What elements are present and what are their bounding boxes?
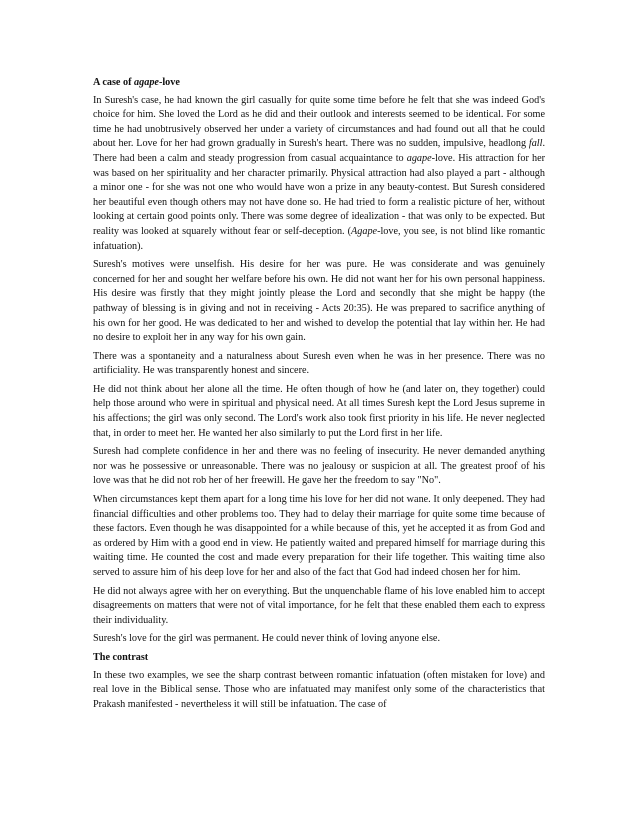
heading-text: A case of bbox=[93, 77, 135, 88]
paragraph-9: In these two examples, we see the sharp contrast between romantic infatuation (often mistaken for love) and real love in the Biblical sense. Those who are infatuated may manifest only some of the characteristics that Prakash manifested - nevertheless it will still be infatuation. The case of bbox=[93, 669, 545, 710]
paragraph-7: He did not always agree with her on everything. But the unquenchable flame of his love enabled him to accept disagreements on matters that were not of vital importance, for he felt that these enabled them each to express their individuality. bbox=[93, 585, 545, 626]
paragraph-text: -love. His attraction for her was based on her spirituality and her character primarily. Physical attraction had also played a part - although a minor one - for she was not one who would have won a prize in any beauty-contest. But Suresh considered her beautiful even though others may not have done so. He had tried to form a realistic picture of her, without looking at certain good points only. There was some degree of idealization - that was only to be expected. But reality was looked at squarely without fear or self-deception. ( bbox=[93, 152, 545, 237]
heading-text-suffix: -love bbox=[158, 77, 180, 88]
paragraph-4: He did not think about her alone all the time. He often though of how he (and later on, they together) could help those around who were in spiritual and physical need. At all times Suresh kept the Lord Jesus supreme in his affections; the girl was only second. The Lord's work also took first priority in his life. He never neglected that, in order to meet her. He wanted her also similarly to put the Lord first in her life. bbox=[93, 383, 545, 439]
section-heading-contrast: The contrast bbox=[93, 651, 149, 663]
emphasis-text: Agape bbox=[351, 225, 378, 237]
paragraph-text: . There had been a calm and steady progression from casual acquaintance to bbox=[93, 138, 545, 164]
paragraph-3: There was a spontaneity and a naturalness about Suresh even when he was in her presence. There was no artificiality. He was transparently honest and sincere. bbox=[93, 350, 545, 377]
paragraph-2: Suresh's motives were unselfish. His desire for her was pure. He was considerate and was genuinely concerned for her and sought her welfare before his own. He did not want her for his own personal happiness. His desire was firstly that they might jointly please the Lord and secondly that she might be happy (the pathway of blessing is in giving and not in receiving - Acts 20:35). He was prepared to sacrifice anything of his own for her good. He was dedicated to her and wished to develop the potential that lay within her. He had no desire to exploit her in any way for his own gain. bbox=[93, 259, 545, 344]
paragraph-5: Suresh had complete confidence in her and there was no feeling of insecurity. He never demanded anything nor was he possessive or unreasonable. There was no jealousy or suspicion at all. The greatest proof of his love was that he did not rob her of her freewill. He gave her the freedom to say "No". bbox=[93, 446, 545, 487]
emphasis-text: agape bbox=[406, 152, 432, 164]
paragraph-text: In Suresh's case, he had known the girl casually for quite some time before he felt that she was indeed God's choice for him. She loved the Lord as he did and their outlook and interests seemed to be identical. For some time he had unobtrusively observed her under a variety of circumstances and had found out all that he could about her. Love for her had grown gradually in Suresh's heart. There was no sudden, impulsive, headlong bbox=[93, 94, 545, 150]
paragraph-8: Suresh's love for the girl was permanent. He could never think of loving anyone else. bbox=[93, 633, 440, 645]
paragraph-1 bbox=[93, 94, 545, 255]
paragraph-text: -love, you see, is not blind like romantic infatuation). bbox=[93, 225, 545, 252]
document-page bbox=[93, 76, 545, 716]
heading-emphasis: agape bbox=[134, 77, 159, 88]
paragraph-6: When circumstances kept them apart for a long time his love for her did not wane. It only deepened. They had financial difficulties and other problems too. They had to delay their marriage for quite some time because of these factors. Even though he was disappointed for a while because of this, yet he accepted it as from God and as ordered by Him with a good end in view. He patiently waited and prepared himself for marriage during this waiting time. He counted the cost and made every preparation for their life together. This waiting time also served to assure him of his deep love for her and also of the fact that God had indeed chosen her for him. bbox=[93, 494, 545, 578]
section-heading-agape-love bbox=[93, 76, 545, 91]
emphasis-text: fall bbox=[528, 138, 543, 150]
